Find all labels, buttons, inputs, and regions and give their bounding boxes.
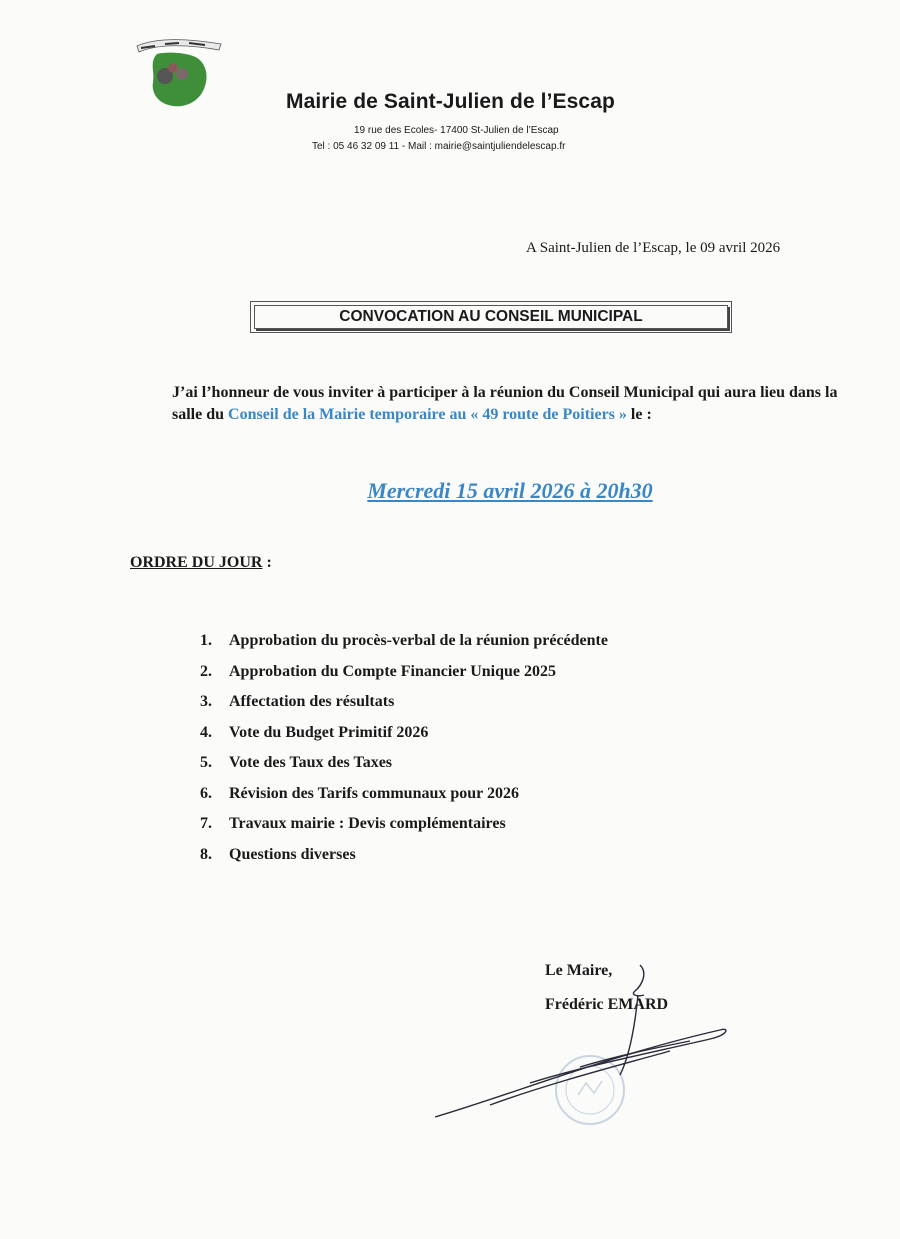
letter-date: A Saint-Julien de l’Escap, le 09 avril 2026 (526, 240, 781, 256)
handwritten-signature (435, 965, 726, 1117)
agenda-item-number: 1. (200, 632, 212, 649)
agenda-item-text: Travaux mairie : Devis complémentaires (229, 815, 506, 832)
intro-text-2: le : (626, 406, 652, 423)
signer-title: Le Maire, (545, 962, 613, 979)
agenda-item-text: Questions diverses (229, 845, 356, 863)
agenda-item (200, 691, 608, 722)
agenda-item (200, 661, 608, 692)
agenda-item-number: 8. (200, 845, 212, 863)
agenda-heading (130, 554, 272, 572)
agenda-item (200, 813, 608, 844)
agenda-heading-colon: : (262, 554, 272, 571)
signer-name: Frédéric EMARD (545, 996, 669, 1013)
agenda-item-text: Vote des Taux des Taxes (229, 754, 393, 771)
agenda-item-text: Approbation du Compte Financier Unique 2025 (229, 662, 557, 680)
intro-text-1: J’ai l’honneur de vous inviter à participer à la réunion du Conseil Municipal qui aura lieu dans la salle du (172, 384, 838, 423)
agenda-item (200, 630, 608, 661)
agenda-item-text: Approbation du procès-verbal de la réunion précédente (229, 632, 608, 649)
agenda-item-number: 4. (200, 723, 212, 741)
agenda-item (200, 783, 608, 814)
agenda-item (200, 722, 608, 753)
agenda-heading-text: ORDRE DU JOUR (130, 554, 263, 571)
agenda-item-text: Affectation des résultats (229, 693, 395, 710)
agenda-item-number: 6. (200, 784, 212, 802)
title-box (250, 301, 732, 333)
agenda-item-number: 5. (200, 754, 212, 771)
org-address: 19 rue des Ecoles- 17400 St-Julien de l’Escap (354, 125, 559, 136)
org-contact: Tel : 05 46 32 09 11 - Mail : mairie@saintjuliendelescap.fr (312, 141, 566, 152)
letter-title: CONVOCATION AU CONSEIL MUNICIPAL (254, 305, 728, 329)
agenda-item (200, 844, 608, 875)
agenda-item-number: 7. (200, 815, 212, 832)
agenda-item-text: Révision des Tarifs communaux pour 2026 (229, 784, 519, 802)
agenda-item (200, 752, 608, 783)
agenda-list (200, 630, 608, 874)
intro-location: Conseil de la Mairie temporaire au « 49 route de Poitiers » (228, 406, 627, 423)
agenda-item-text: Vote du Budget Primitif 2026 (229, 723, 429, 741)
agenda-item-number: 3. (200, 693, 212, 710)
municipal-logo (135, 34, 225, 112)
agenda-item-number: 2. (200, 662, 212, 680)
meeting-date: Mercredi 15 avril 2026 à 20h30 (367, 478, 653, 503)
org-name: Mairie de Saint-Julien de l’Escap (286, 90, 615, 113)
signature-with-stamp (430, 955, 740, 1130)
intro-paragraph (172, 382, 862, 426)
